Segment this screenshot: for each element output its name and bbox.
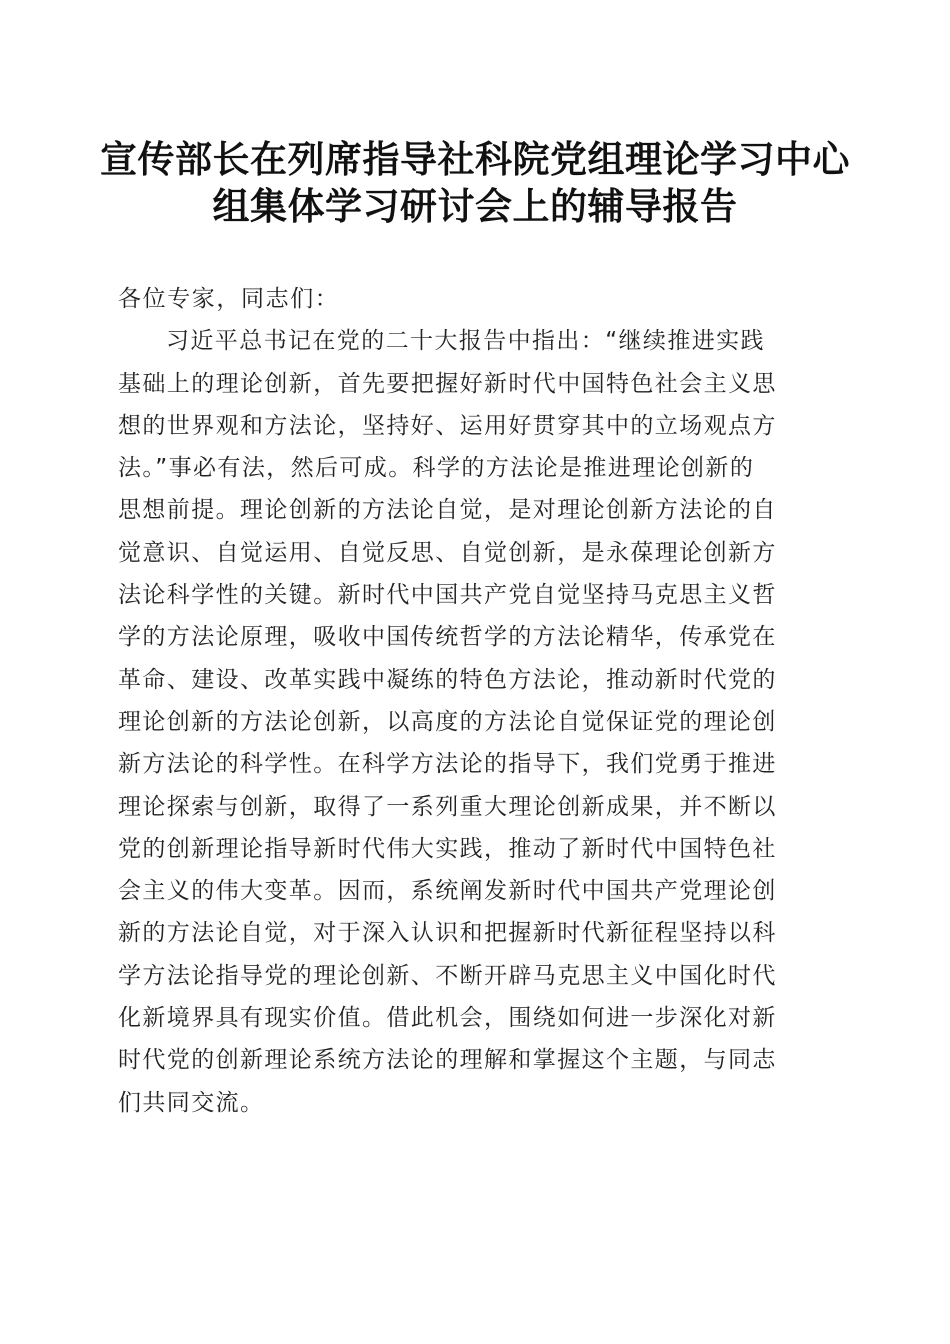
paragraph-line: 思想前提。理论创新的方法论自觉，是对理论创新方法论的自 <box>118 497 777 524</box>
title-line: 宣传部长在列席指导社科院党组理论学习中心 <box>100 137 850 181</box>
body-paragraph <box>118 320 828 1124</box>
paragraph-line: 理论创新的方法论创新，以高度的方法论自觉保证党的理论创 <box>118 708 777 735</box>
paragraph-line: 基础上的理论创新，首先要把握好新时代中国特色社会主义思 <box>118 370 777 397</box>
paragraph-line: 法论科学性的关键。新时代中国共产党自觉坚持马克思主义哲 <box>118 582 777 609</box>
paragraph-line: 新的方法论自觉，对于深入认识和把握新时代新征程坚持以科 <box>118 920 777 947</box>
paragraph-line: 理论探索与创新，取得了一系列重大理论创新成果，并不断以 <box>118 793 777 820</box>
paragraph-line: 学方法论指导党的理论创新、不断开辟马克思主义中国化时代 <box>118 962 777 989</box>
paragraph-line: 学的方法论原理，吸收中国传统哲学的方法论精华，传承党在 <box>118 624 777 651</box>
paragraph-line: 革命、建设、改革实践中凝练的特色方法论，推动新时代党的 <box>118 666 777 693</box>
paragraph-line: 党的创新理论指导新时代伟大实践，推动了新时代中国特色社 <box>118 835 777 862</box>
document-body <box>118 278 828 1124</box>
paragraph-line: 新方法论的科学性。在科学方法论的指导下，我们党勇于推进 <box>118 751 777 778</box>
document-title <box>100 136 850 230</box>
paragraph-line: 想的世界观和方法论，坚持好、运用好贯穿其中的立场观点方 <box>118 412 777 439</box>
paragraph-line: 时代党的创新理论系统方法论的理解和掌握这个主题，与同志 <box>118 1047 777 1074</box>
paragraph-line: 法。”事必有法，然后可成。科学的方法论是推进理论创新的 <box>118 455 755 482</box>
title-line: 组集体学习研讨会上的辅导报告 <box>212 184 738 228</box>
paragraph-line: 觉意识、自觉运用、自觉反思、自觉创新，是永葆理论创新方 <box>118 539 777 566</box>
paragraph-line: 会主义的伟大变革。因而，系统阐发新时代中国共产党理论创 <box>118 878 777 905</box>
paragraph-line: 化新境界具有现实价值。借此机会，围绕如何进一步深化对新 <box>118 1005 777 1032</box>
paragraph-line: 们共同交流。 <box>118 1089 265 1116</box>
paragraph-line: 习近平总书记在党的二十大报告中指出：“继续推进实践 <box>166 328 765 355</box>
salutation: 各位专家，同志们： <box>118 286 340 312</box>
